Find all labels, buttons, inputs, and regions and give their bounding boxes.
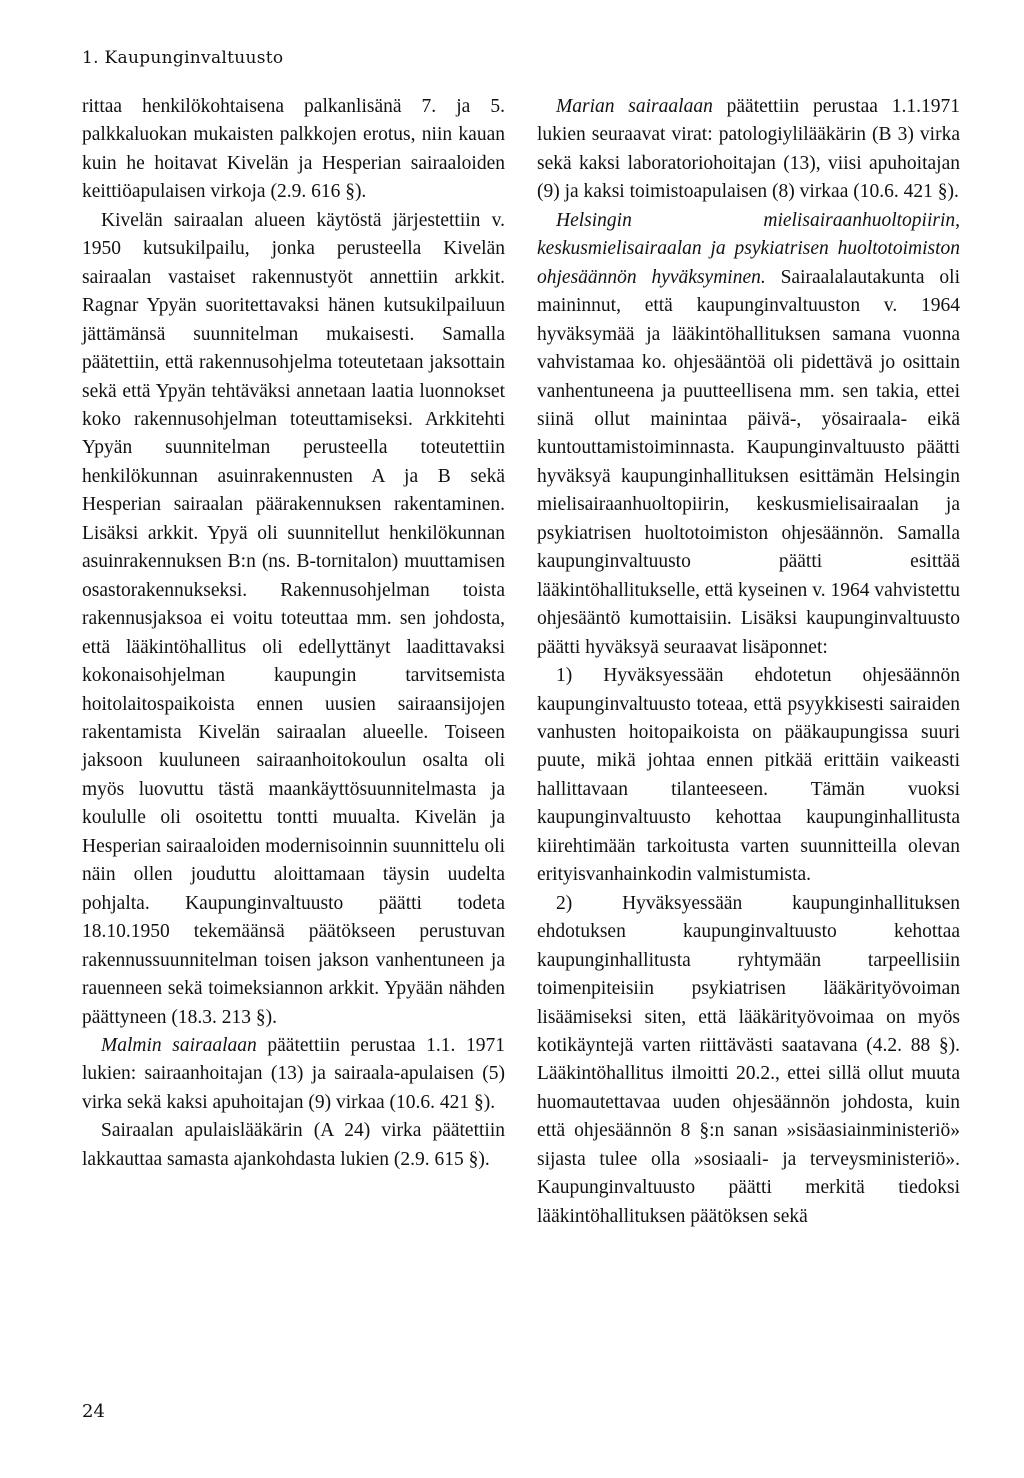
paragraph-resolution-1: 1) Hyväksyessään ehdotetun ohjesäännön kaupunginvaltuusto toteaa, että psyykkisesti sairaiden vanhusten hoitopaikoista on pääkaupungissa suuri puute, mikä johtaa ennen pitkää erittäin vaikeasti hallittavaan tilanteeseen. Tämän vuoksi kaupunginvaltuusto kehottaa kaupunginhallitusta kiirehtimään tarkoitusta varten suunnitteilla olevan erityisvanhainkodin valmistumista. [537, 665, 960, 886]
bylaws-heading: Helsingin mielisairaanhuoltopiirin, keskusmielisairaalan ja psykiatrisen huoltotoimiston ohjesäännön hyväksyminen. [537, 209, 960, 288]
running-header: 1. Kaupunginvaltuusto [82, 48, 284, 68]
paragraph-bylaws-approval [537, 207, 960, 662]
paragraph-assistant-physician: Sairaalan apulaislääkärin (A 24) virka päätettiin lakkauttaa samasta ajankohdasta lukien (2.9. 615 §). [82, 1120, 505, 1170]
paragraph-malmi-hospital [82, 1032, 505, 1117]
malmi-hospital-heading: Malmin sairaalaan [101, 1034, 257, 1056]
paragraph-kitchen-assistants: rittaa henkilökohtaisena palkanlisänä 7. ja 5. palkkaluokan mukaisten palkkojen erotus, niin kauan kuin he hoitavat Kivelän ja Hesperian sairaaloiden keittiöapulaisen virkoja (2.9. 616 §). [82, 96, 505, 203]
paragraph-maria-hospital [537, 93, 960, 207]
paragraph-resolution-2: 2) Hyväksyessään kaupunginhallituksen ehdotuksen kaupunginvaltuusto kehottaa kaupunginhallitusta ryhtymään tarpeellisiin toimenpiteisiin psykiatrisen lääkärityövoiman lisäämiseksi siten, että lääkärityövoimaa on myös kotikäyntejä varten riittävästi saatavana (4.2. 88 §). Lääkintöhallitus ilmoitti 20.2., ettei sillä ollut muuta huomautettavaa uuden ohjesäännön johdosta, kuin että ohjesäännön 8 §:n sanan »sisäasiainministeriö» sijasta tulee olla »sosiaali- ja terveysministeriö». Kaupunginvaltuusto päätti merkitä tiedoksi lääkintöhallituksen päätöksen sekä [537, 892, 960, 1227]
maria-hospital-heading: Marian sairaalaan [556, 96, 713, 117]
paragraph-kivela-building-program: Kivelän sairaalan alueen käytöstä järjestettiin v. 1950 kutsukilpailu, jonka perusteella Kivelän sairaalan vastaiset rakennustyöt annettiin arkkit. Ragnar Ypyän suoritettavaksi hänen kutsukilpailuun jättämänsä suunnitelman mukaisesti. Samalla päätettiin, että rakennusohjelma toteutetaan jaksottain sekä että Ypyän tehtäväksi annetaan laatia luonnokset koko rakennusohjelman toteuttamiseksi. Arkkitehti Ypyän suunnitelman perusteella toteutettiin henkilökunnan asuinrakennusten A ja B sekä Hesperian sairaalan päärakennuksen rakentaminen. Lisäksi arkkit. Ypyä oli suunnitellut henkilökunnan asuinrakennuksen B:n (ns. B-tornitalon) muuttamisen osastorakennukseksi. Rakennusohjelman toista rakennusjaksoa ei voitu toteuttaa mm. sen johdosta, että lääkintöhallitus oli edellyttänyt laadittavaksi kokonaisohjelman kaupungin tarvitsemista hoitolaitospaikoista ennen uusien sairaansijojen rakentamista Kivelän sairaalan alueelle. Toiseen jaksoon kuuluneen sairaanhoitokoulun osalta oli myös luovuttu tästä maankäyttösuunnitelmasta ja koululle oli osoitettu tontti muualta. Kivelän ja Hesperian sairaaloiden modernisoinnin suunnittelu oli näin ollen jouduttu aloittamaan täysin uudelta pohjalta. Kaupunginvaltuusto päätti todeta 18.10.1950 tekemäänsä päätökseen perustuvan rakennussuunnitelman toisen jakson vanhentuneen ja rauenneen sekä toimeksiannon arkkit. Ypyään nähden päättyneen (18.3. 213 §). [82, 209, 505, 1028]
right-column [537, 93, 960, 1231]
malmi-hospital-text: päätettiin perustaa 1.1. 1971 lukien: sairaanhoitajan (13) ja sairaala-apulaisen (5) virka sekä kaksi apuhoitajan (9) virkaa (10.6. 421 §). [82, 1034, 505, 1113]
page-number: 24 [82, 1401, 105, 1422]
left-column [82, 93, 505, 1174]
bylaws-text: Sairaalalautakunta oli maininnut, että kaupunginvaltuuston v. 1964 hyväksymää ja lääkintöhallituksen samana vuonna vahvistamaa ko. ohjesääntöä oli pidettävä jo osittain vanhentuneena ja puutteellisena mm. sen takia, ettei siinä ollut mainintaa päivä-, yösairaala- eikä kuntouttamistoiminnasta. Kaupunginvaltuusto päätti hyväksyä kaupunginhallituksen esittämän Helsingin mielisairaanhuoltopiirin, keskusmielisairaalan ja psykiatrisen huoltotoimiston ohjesäännön. Samalla kaupunginvaltuusto päätti esittää lääkintöhallitukselle, että kyseinen v. 1964 vahvistettu ohjesääntö kumottaisiin. Lisäksi kaupunginvaltuusto päätti hyväksyä seuraavat lisäponnet: [537, 266, 960, 658]
maria-hospital-text: päätettiin perustaa 1.1.1971 lukien seuraavat virat: patologiylilääkärin (B 3) virka sekä kaksi laboratoriohoitajan (13), viisi apuhoitajan (9) ja kaksi toimistoapulaisen (8) virkaa (10.6. 421 §). [537, 96, 960, 203]
